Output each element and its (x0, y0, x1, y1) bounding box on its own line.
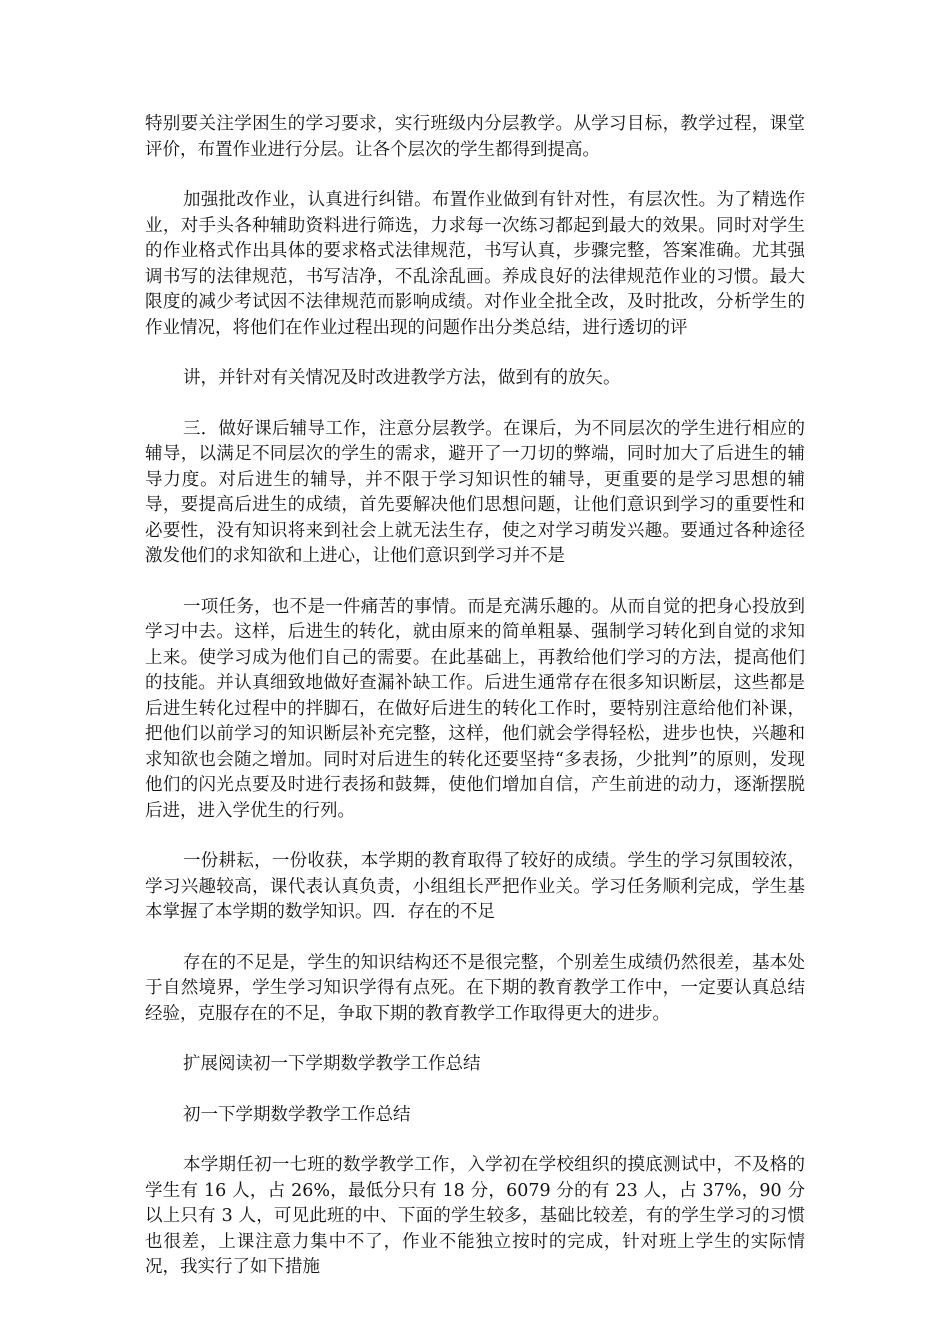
paragraph-2: 加强批改作业，认真进行纠错。布置作业做到有针对性，有层次性。为了精选作业，对手头各种辅助资料进行筛选，力求每一次练习都起到最大的效果。同时对学生的作业格式作出具体的要求格式法律规范，书写认真，步骤完整，答案准确。尤其强调书写的法律规范，书写洁净，不乱涂乱画。养成良好的法律规范作业的习惯。最大限度的减少考试因不法律规范而影响成绩。对作业全批全改，及时批改，分析学生的作业情况，将他们在作业过程出现的问题作出分类总结，进行透切的评 (145, 190, 805, 338)
paragraph-5: 一项任务，也不是一件痛苦的事情。而是充满乐趣的。从而自觉的把身心投放到学习中去。这样，后进生的转化，就由原来的简单粗暴、强制学习转化到自觉的求知上来。使学习成为他们自己的需要。在此基础上，再教给他们学习的方法，提高他们的技能。并认真细致地做好查漏补缺工作。后进生通常存在很多知识断层，这些都是后进生转化过程中的拌脚石，在做好后进生的转化工作时，要特别注意给他们补课，把他们以前学习的知识断层补充完整，这样，他们就会学得轻松，进步也快，兴趣和求知欲也会随之增加。同时对后进生的转化还要坚持“多表扬，少批判”的原则，发现他们的闪光点要及时进行表扬和鼓舞，使他们增加自信，产生前进的动力，逐渐摆脱后进，进入学优生的行列。 (145, 596, 805, 821)
document-body (145, 112, 805, 1306)
paragraph-4: 三．做好课后辅导工作，注意分层教学。在课后，为不同层次的学生进行相应的辅导，以满足不同层次的学生的需求，避开了一刀切的弊端，同时加大了后进生的辅导力度。对后进生的辅导，并不限于学习知识性的辅导，更重要的是学习思想的辅导，要提高后进生的成绩，首先要解决他们思想问题，让他们意识到学习的重要性和必要性，没有知识将来到社会上就无法生存，使之对学习萌发兴趣。要通过各种途径激发他们的求知欲和上进心，让他们意识到学习并不是 (145, 418, 805, 566)
paragraph-1: 特别要关注学困生的学习要求，实行班级内分层教学。从学习目标，教学过程，课堂评价，布置作业进行分层。让各个层次的学生都得到提高。 (145, 114, 805, 160)
paragraph-7: 存在的不足是，学生的知识结构还不是很完整，个别差生成绩仍然很差，基本处于自然境界，学生学习知识学得有点死。在下期的教育教学工作中，一定要认真总结经验，克服存在的不足，争取下期的教育教学工作取得更大的进步。 (145, 952, 805, 1024)
paragraph-10: 本学期任初一七班的数学教学工作，入学初在学校组织的摸底测试中，不及格的学生有 16 人，占 26%，最低分只有 18 分，6079 分的有 23 人，占 37%，90 分以上只有 3 人，可见此班的中、下面的学生较多，基础比较差，有的学生学习的习惯也很差，上课注意力集中不了，作业不能独立按时的完成，针对班上学生的实际情况，我实行了如下措施 (145, 1155, 805, 1277)
paragraph-3: 讲，并针对有关情况及时改进教学方法，做到有的放矢。 (183, 368, 621, 388)
extended-reading-heading: 扩展阅读初一下学期数学教学工作总结 (183, 1054, 481, 1074)
section-title: 初一下学期数学教学工作总结 (183, 1104, 411, 1125)
paragraph-6: 一份耕耘，一份收获，本学期的教育取得了较好的成绩。学生的学习氛围较浓，学习兴趣较高，课代表认真负责，小组组长严把作业关。学习任务顺利完成，学生基本掌握了本学期的数学知识。四．存在的不足 (145, 851, 805, 922)
